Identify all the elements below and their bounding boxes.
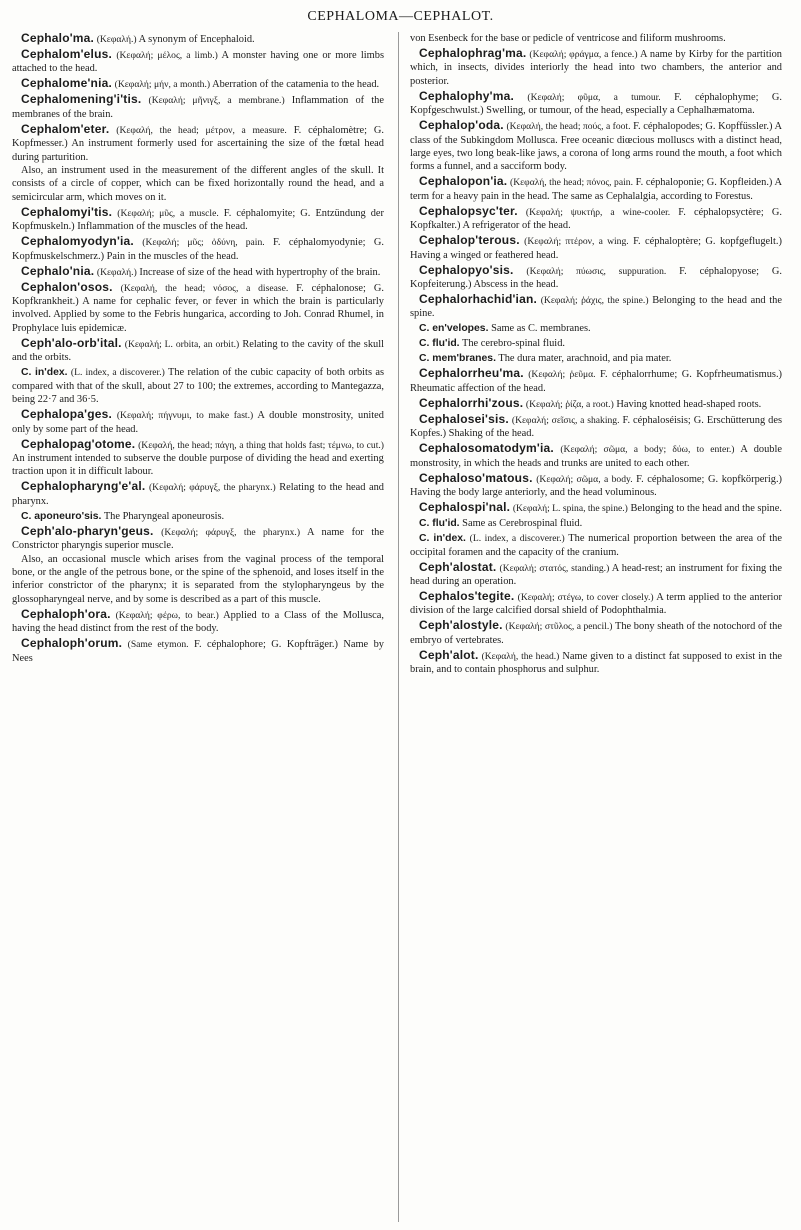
sub-headword: C. flu'id. bbox=[419, 518, 460, 530]
etymology: (Κεφαλή; ῥεῦμα. bbox=[528, 369, 596, 381]
etymology: (Κεφαλή, the head.) bbox=[481, 650, 560, 662]
headword: Cephalom'elus. bbox=[21, 47, 113, 61]
sub-headword: C. en'velopes. bbox=[419, 323, 489, 335]
dictionary-entry bbox=[12, 32, 384, 46]
headword: Cephalos'tegite. bbox=[419, 588, 515, 603]
etymology: (Κεφαλή; πήγνυμι, to make fast.) bbox=[116, 410, 254, 422]
definition: F. céphaloséisis; G. Erschütterung des Kopfes.) Shaking of the head. bbox=[410, 414, 782, 440]
etymology: (Κεφαλή; L. spina, the spine.) bbox=[512, 503, 628, 515]
headword: Cephalopharyng'e'al. bbox=[21, 479, 146, 494]
etymology: (Κεφαλή; πτέρον, a wing. bbox=[524, 236, 629, 248]
definition: F. céphalonose; G. Kopfkrankheit.) A name for cephalic fever, or fever in which the brain is particularly involved. Applied by some to the Febris hungarica, according to Joh. Conrad Rhumel, in Prophylace luis epidemicæ. bbox=[12, 282, 384, 334]
etymology: (L. index, a discoverer.) bbox=[469, 533, 565, 545]
dictionary-entry bbox=[410, 413, 782, 441]
headword: Ceph'alostat. bbox=[419, 559, 497, 574]
definition: F. céphalophore; G. Kopfträger.) Name by Nees bbox=[12, 639, 384, 664]
etymology: (L. index, a discoverer.) bbox=[70, 367, 165, 379]
etymology: (Κεφαλή; μῦς, a muscle. bbox=[117, 207, 219, 219]
dictionary-entry bbox=[410, 397, 782, 411]
headword: Cephalophrag'ma. bbox=[419, 46, 527, 60]
headword: Cephalospi'nal. bbox=[419, 500, 511, 515]
running-head: CEPHALOMA—CEPHALOT. bbox=[307, 9, 494, 24]
headword: Cephalophy'ma. bbox=[419, 88, 515, 103]
dictionary-entry bbox=[410, 90, 782, 118]
definition: F. céphalosome; G. kopfkörperig.) Having the body large anteriorly, and the head voluminous. bbox=[410, 473, 782, 499]
dictionary-entry bbox=[410, 337, 782, 350]
etymology: (Κεφαλή; φάρυγξ, the pharynx.) bbox=[161, 526, 301, 538]
headword: Cephalo'nia. bbox=[21, 263, 95, 278]
definition: F. céphalomyodynie; G. Kopfmuskelschmerz.) Pain in the muscles of the head. bbox=[12, 237, 384, 262]
headword: Cephalomyodyn'ia. bbox=[21, 234, 134, 249]
dictionary-entry bbox=[12, 366, 384, 406]
dictionary-entry bbox=[12, 77, 384, 91]
headword: Cephalopsyc'ter. bbox=[419, 203, 518, 218]
etymology: (Κεφαλή; μήν, a month.) bbox=[114, 79, 211, 91]
dictionary-entry bbox=[12, 123, 384, 204]
definition: Belonging to the head and the spine. bbox=[410, 295, 782, 320]
definition: An instrument intended to subserve the double purpose of dividing the head and exerting traction upon it in difficult labour. bbox=[12, 452, 384, 478]
dictionary-entry bbox=[410, 322, 782, 335]
dictionary-entry bbox=[410, 517, 782, 530]
definition: F. céphalomyite; G. Entzündung der Kopfmuskeln.) Inflammation of the muscles of the head. bbox=[12, 207, 384, 233]
etymology: (Same etymon. bbox=[127, 639, 189, 651]
dictionary-entry bbox=[410, 619, 782, 647]
headword: Cephalopon'ia. bbox=[419, 174, 508, 189]
headword: Cephalosei'sis. bbox=[419, 411, 509, 426]
headword: Cephalopyo'sis. bbox=[419, 262, 514, 277]
dictionary-entry bbox=[12, 608, 384, 636]
definition: F. céphalopyose; G. Kopfeiterung.) Abscess in the head. bbox=[410, 265, 782, 291]
etymology: (Κεφαλή; ψυκτήρ, a wine-cooler. bbox=[525, 206, 671, 218]
right-column bbox=[410, 32, 782, 678]
headword: Ceph'alot. bbox=[419, 647, 479, 662]
definition: F. céphalopodes; G. Kopffüssler.) A class of the Subkingdom Mollusca. Free oceanic diœcious molluscs with a distinct head, large eyes, two long beak-like jaws, a corona of long arms round the mouth, a foot which forms a funnel, and a sacciform body. bbox=[410, 121, 782, 173]
headword: Cephalon'osos. bbox=[21, 279, 113, 294]
dictionary-entry bbox=[12, 265, 384, 279]
dictionary-entry bbox=[12, 525, 384, 606]
headword: Cephalom'eter. bbox=[21, 121, 110, 136]
definition: Applied to a Class of the Mollusca, having the head distinct from the rest of the body. bbox=[12, 609, 384, 635]
headword: Cephalosomatodym'ia. bbox=[419, 441, 554, 456]
dictionary-entry bbox=[410, 234, 782, 262]
definition: A double monstrosity, united only by some part of the head. bbox=[12, 410, 384, 435]
dictionary-entry bbox=[410, 590, 782, 618]
definition: The numerical proportion between the area of the occipital foramen and the capacity of the cranium. bbox=[410, 533, 782, 558]
etymology: (Κεφαλή; φράγμα, a fence.) bbox=[529, 49, 638, 60]
etymology: (Κεφαλή; μέλος, a limb.) bbox=[116, 50, 218, 61]
definition: A head-rest; an instrument for fixing the head during an operation. bbox=[410, 562, 782, 587]
etymology: (Κεφαλή; σῶμα, a body; δύω, to enter.) bbox=[560, 444, 735, 456]
definition: F. céphaloptère; G. kopfgeflugelt.) Having a winged or feathered head. bbox=[410, 236, 782, 261]
etymology: (Κεφαλή; στατός, standing.) bbox=[499, 562, 610, 574]
definition: A double monstrosity, in which the heads and trunks are united to each other. bbox=[410, 444, 782, 469]
definition: The Pharyngeal aponeurosis. bbox=[101, 510, 225, 522]
headword: Cephalop'terous. bbox=[419, 233, 520, 248]
dictionary-entry bbox=[410, 367, 782, 395]
additional-sense: Also, an occasional muscle which arises from the vaginal process of the temporal bone, or the angle of the petrous bone, or the spine of the sphenoid, and loses itself in the inferior constrictor of the pharynx; it is separated from the stylopharyngeus by the glossopharyngeal nerve, and by some is described as a part of this muscle. bbox=[12, 553, 384, 605]
sub-headword: C. aponeuro'sis. bbox=[21, 510, 102, 522]
definition: F. céphalophyme; G. Kopfgeschwulst.) Swelling, or tumour, of the head, especially a Cephalhæmatoma. bbox=[410, 91, 782, 117]
dictionary-entry bbox=[410, 532, 782, 559]
definition: F. céphalomètre; G. Kopfmesser.) An instrument formerly used for ascertaining the size of the fœtal head during parturition. bbox=[12, 124, 384, 163]
dictionary-entry bbox=[12, 480, 384, 508]
headword: Cephaloso'matous. bbox=[419, 470, 533, 485]
etymology: (Κεφαλή, the head; πάγη, a thing that holds fast; τέμνω, to cut.) bbox=[138, 439, 384, 451]
dictionary-entry bbox=[410, 352, 782, 365]
headword: Cephaloph'orum. bbox=[21, 636, 123, 651]
sub-headword: C. mem'branes. bbox=[419, 353, 496, 365]
headword: Cephalorhachid'ian. bbox=[419, 292, 538, 307]
definition: Name given to a distinct fat supposed to exist in the brain, and to contain phosphorus and sulphur. bbox=[410, 650, 782, 676]
etymology: (Κεφαλή; φάρυγξ, the pharynx.) bbox=[148, 482, 276, 494]
left-column bbox=[12, 32, 384, 667]
definition: Relating to the head and pharynx. bbox=[12, 482, 384, 507]
dictionary-entry bbox=[12, 510, 384, 523]
dictionary-entry bbox=[410, 501, 782, 515]
etymology: (Κεφαλή, the head; νόσος, a disease. bbox=[120, 282, 289, 294]
etymology: (Κεφαλή; ῥίζα, a root.) bbox=[525, 398, 614, 410]
etymology: (Κεφαλή; σεῖσις, a shaking. bbox=[511, 414, 620, 426]
dictionary-entry bbox=[410, 32, 782, 45]
sub-headword: C. in'dex. bbox=[21, 367, 68, 379]
definition: The dura mater, arachnoid, and pia mater. bbox=[495, 353, 672, 365]
definition: Relating to the cavity of the skull and the orbits. bbox=[12, 338, 384, 364]
headword: Cephalomyi'tis. bbox=[21, 204, 113, 219]
etymology: (Κεφαλή; φῦμα, a tumour. bbox=[527, 91, 661, 103]
column-divider bbox=[398, 32, 399, 1222]
definition: A term applied to the anterior division of the large calcified dorsal shield of Podophthalmia. bbox=[410, 591, 782, 617]
dictionary-entry bbox=[12, 337, 384, 365]
definition: F. céphalopsyctère; G. Kopfkalter.) A refrigerator of the head. bbox=[410, 206, 782, 232]
headword: Cephalome'nia. bbox=[21, 76, 113, 91]
dictionary-entry bbox=[410, 47, 782, 88]
dictionary-entry bbox=[12, 206, 384, 234]
definition: The bony sheath of the notochord of the embryo of vertebrates. bbox=[410, 621, 782, 646]
headword: Cephalopag'otome. bbox=[21, 436, 136, 451]
dictionary-entry bbox=[410, 175, 782, 203]
etymology: (Κεφαλή.) bbox=[96, 34, 137, 45]
sub-headword: C. in'dex. bbox=[419, 533, 466, 545]
headword: Ceph'alostyle. bbox=[419, 618, 503, 633]
etymology: (Κεφαλή; πύωσις, suppuration. bbox=[526, 265, 667, 277]
headword: Cephalomening'i'tis. bbox=[21, 92, 142, 107]
dictionary-entry bbox=[12, 637, 384, 665]
additional-sense: Also, an instrument used in the measurement of the different angles of the skull. It consists of a circle of copper, which can be fixed horizontally round the head, and a semicircular arm, which moves on it. bbox=[12, 165, 384, 203]
dictionary-entry bbox=[12, 408, 384, 436]
definition: A monster having one or more limbs attached to the head. bbox=[12, 50, 384, 75]
etymology: (Κεφαλή; μῦς; ὀδύνη, pain. bbox=[142, 237, 265, 249]
etymology: (Κεφαλή.) bbox=[96, 266, 137, 278]
headword: Cephalorrheu'ma. bbox=[419, 366, 524, 381]
definition: A name for the Constrictor pharyngis superior muscle. bbox=[12, 526, 384, 552]
dictionary-entry bbox=[12, 48, 384, 76]
dictionary-entry bbox=[410, 119, 782, 174]
headword: Ceph'alo-orb'ital. bbox=[21, 335, 122, 350]
etymology: (Κεφαλή; σῶμα, a body. bbox=[536, 473, 633, 485]
definition: Belonging to the head and the spine. bbox=[627, 503, 782, 515]
definition: Aberration of the catamenia to the head. bbox=[210, 79, 380, 91]
dictionary-entry bbox=[12, 438, 384, 479]
definition: F. céphaloponie; G. Kopfleiden.) A term for a heavy pain in the head. The same as Cephalalgia, according to Forestus. bbox=[410, 177, 782, 202]
etymology: (Κεφαλή; στέγω, to cover closely.) bbox=[517, 591, 654, 603]
definition: F. céphalorrhume; G. Kopfrheumatismus.) Rheumatic affection of the head. bbox=[410, 369, 782, 394]
headword: Cephalopa'ges. bbox=[21, 407, 113, 422]
definition: A synonym of Encephaloid. bbox=[136, 34, 255, 45]
definition: Inflammation of the membranes of the brain. bbox=[12, 95, 384, 120]
dictionary-entry bbox=[410, 649, 782, 677]
definition: Same as C. membranes. bbox=[488, 323, 591, 335]
headword: Cephalo'ma. bbox=[21, 31, 95, 45]
headword: Cephalorrhi'zous. bbox=[419, 395, 524, 410]
definition: Having knotted head-shaped roots. bbox=[613, 398, 762, 410]
etymology: (Κεφαλή, the head; μέτρον, a measure. bbox=[116, 124, 287, 136]
etymology: (Κεφαλή; L. orbita, an orbit.) bbox=[124, 338, 240, 350]
definition: The cerebro-spinal fluid. bbox=[459, 338, 565, 350]
dictionary-entry bbox=[12, 93, 384, 121]
dictionary-entry bbox=[410, 205, 782, 233]
etymology: (Κεφαλή; στῦλος, a pencil.) bbox=[505, 621, 613, 633]
dictionary-entry bbox=[410, 472, 782, 500]
definition: A name by Kirby for the partition which, in insects, divides interiorly the head into two chambers, the anterior and posterior. bbox=[410, 49, 782, 87]
sub-headword: C. flu'id. bbox=[419, 338, 460, 350]
etymology: (Κεφαλή; μῆνιγξ, a membrane.) bbox=[148, 95, 285, 107]
etymology: (Κεφαλή; ῥάχις, the spine.) bbox=[540, 295, 649, 307]
dictionary-entry bbox=[12, 235, 384, 263]
headword: Ceph'alo-pharyn'geus. bbox=[21, 523, 154, 538]
headword: Cephalop'oda. bbox=[419, 118, 504, 133]
dictionary-entry bbox=[410, 264, 782, 292]
dictionary-entry bbox=[410, 561, 782, 589]
definition: von Esenbeck for the base or pedicle of ventricose and filiform mushrooms. bbox=[410, 33, 726, 44]
headword: Cephaloph'ora. bbox=[21, 606, 111, 621]
definition: Increase of size of the head with hypertrophy of the brain. bbox=[136, 266, 381, 278]
etymology: (Κεφαλή; φέρω, to bear.) bbox=[115, 609, 219, 621]
dictionary-entry bbox=[410, 442, 782, 470]
etymology: (Κεφαλή, the head; πόνος, pain. bbox=[510, 177, 633, 189]
dictionary-entry bbox=[12, 281, 384, 336]
dictionary-entry bbox=[410, 293, 782, 321]
definition: Same as Cerebrospinal fluid. bbox=[459, 518, 583, 530]
definition: The relation of the cubic capacity of both orbits as compared with that of the skull, about 27 to 100; the extremes, according to Mantegazza, being 22·7 and 36·5. bbox=[12, 367, 385, 406]
etymology: (Κεφαλή, the head; πούς, a foot. bbox=[506, 121, 631, 133]
